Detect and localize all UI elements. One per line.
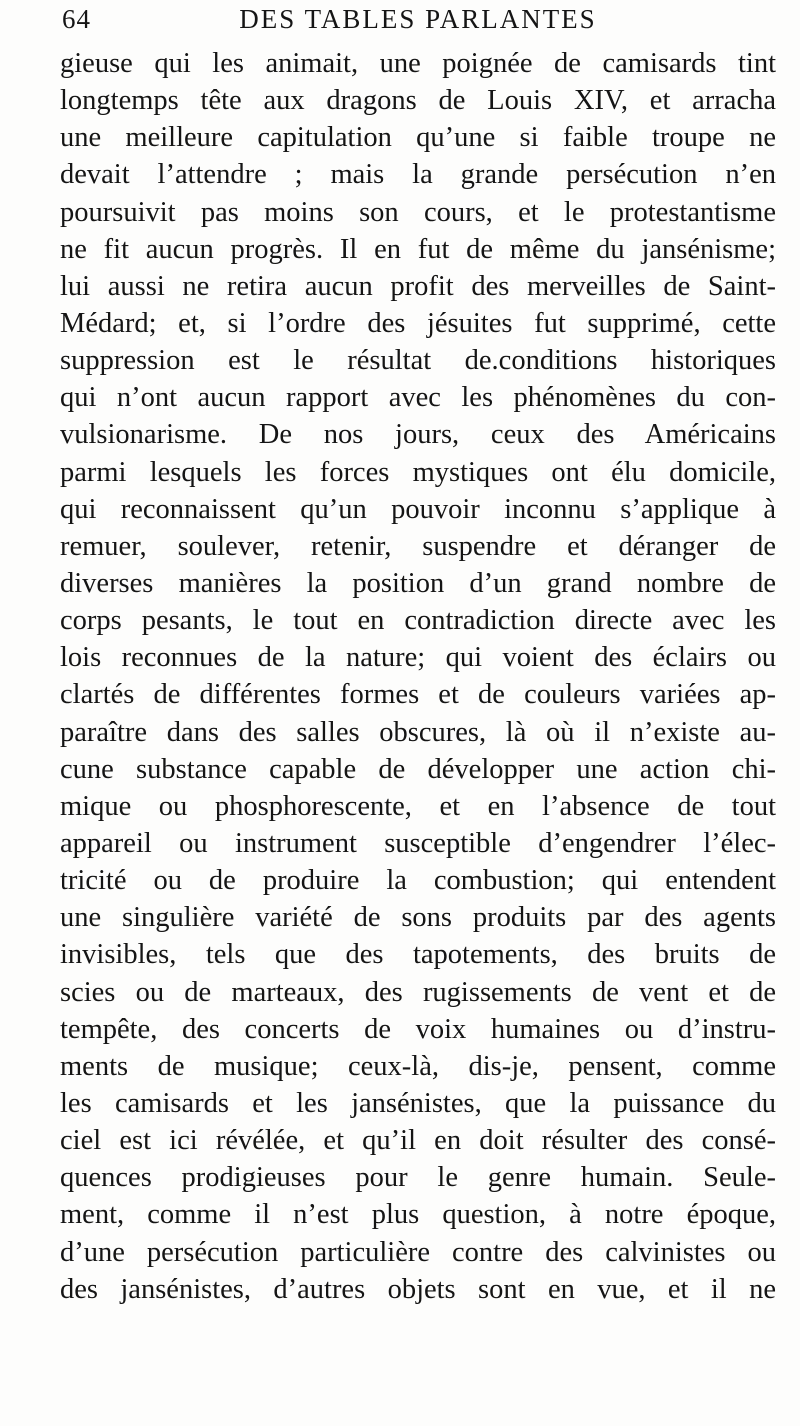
text-line: clartés de différentes formes et de couleurs variées ap- (60, 679, 776, 711)
text-line: Médard; et, si l’ordre des jésuites fut supprimé, cette (60, 307, 776, 339)
text-line: scies ou de marteaux, des rugissements de vent et de (60, 976, 776, 1008)
text-line: appareil ou instrument susceptible d’engendrer l’élec- (60, 827, 776, 859)
text-line: longtemps tête aux dragons de Louis XIV, et arracha (60, 85, 776, 117)
text-line: poursuivit pas moins son cours, et le protestantisme (60, 196, 776, 228)
text-line: invisibles, tels que des tapotements, des bruits de (60, 939, 776, 971)
running-title: DES TABLES PARLANTES (239, 4, 597, 34)
text-line: ments de musique; ceux-là, dis-je, pensent, comme (60, 1050, 776, 1082)
text-line: cune substance capable de développer une action chi- (60, 753, 776, 785)
text-line: remuer, soulever, retenir, suspendre et déranger de (60, 530, 776, 562)
text-line: quences prodigieuses pour le genre humain. Seule- (60, 1162, 776, 1194)
text-line: diverses manières la position d’un grand nombre de (60, 567, 776, 599)
text-line: une singulière variété de sons produits par des agents (60, 902, 776, 934)
text-line: une meilleure capitulation qu’une si faible troupe ne (60, 122, 776, 154)
body-text (60, 45, 776, 1308)
text-line: ne fit aucun progrès. Il en fut de même du jansénisme; (60, 233, 776, 265)
text-line: devait l’attendre ; mais la grande persécution n’en (60, 159, 776, 191)
text-line: les camisards et les jansénistes, que la puissance du (60, 1087, 776, 1119)
text-line: des jansénistes, d’autres objets sont en vue, et il ne (60, 1273, 776, 1305)
text-line: d’une persécution particulière contre des calvinistes ou (60, 1236, 776, 1268)
page-header (62, 4, 774, 42)
text-line: lui aussi ne retira aucun profit des merveilles de Saint- (60, 270, 776, 302)
text-line: tricité ou de produire la combustion; qui entendent (60, 865, 776, 897)
text-line: vulsionarisme. De nos jours, ceux des Américains (60, 419, 776, 451)
text-line: paraître dans des salles obscures, là où il n’existe au- (60, 716, 776, 748)
text-line: ciel est ici révélée, et qu’il en doit résulter des consé- (60, 1125, 776, 1157)
text-line: tempête, des concerts de voix humaines ou d’instru- (60, 1013, 776, 1045)
text-line: qui reconnaissent qu’un pouvoir inconnu s’applique à (60, 493, 776, 525)
text-line: parmi lesquels les forces mystiques ont élu domicile, (60, 456, 776, 488)
text-line: suppression est le résultat de.conditions historiques (60, 345, 776, 377)
text-line: lois reconnues de la nature; qui voient des éclairs ou (60, 642, 776, 674)
text-line: gieuse qui les animait, une poignée de camisards tint (60, 48, 776, 79)
text-line: mique ou phosphorescente, et en l’absence de tout (60, 790, 776, 822)
text-line: ment, comme il n’est plus question, à notre époque, (60, 1199, 776, 1231)
text-line: qui n’ont aucun rapport avec les phénomènes du con- (60, 382, 776, 414)
text-line: corps pesants, le tout en contradiction directe avec les (60, 605, 776, 637)
page-number: 64 (62, 4, 91, 34)
